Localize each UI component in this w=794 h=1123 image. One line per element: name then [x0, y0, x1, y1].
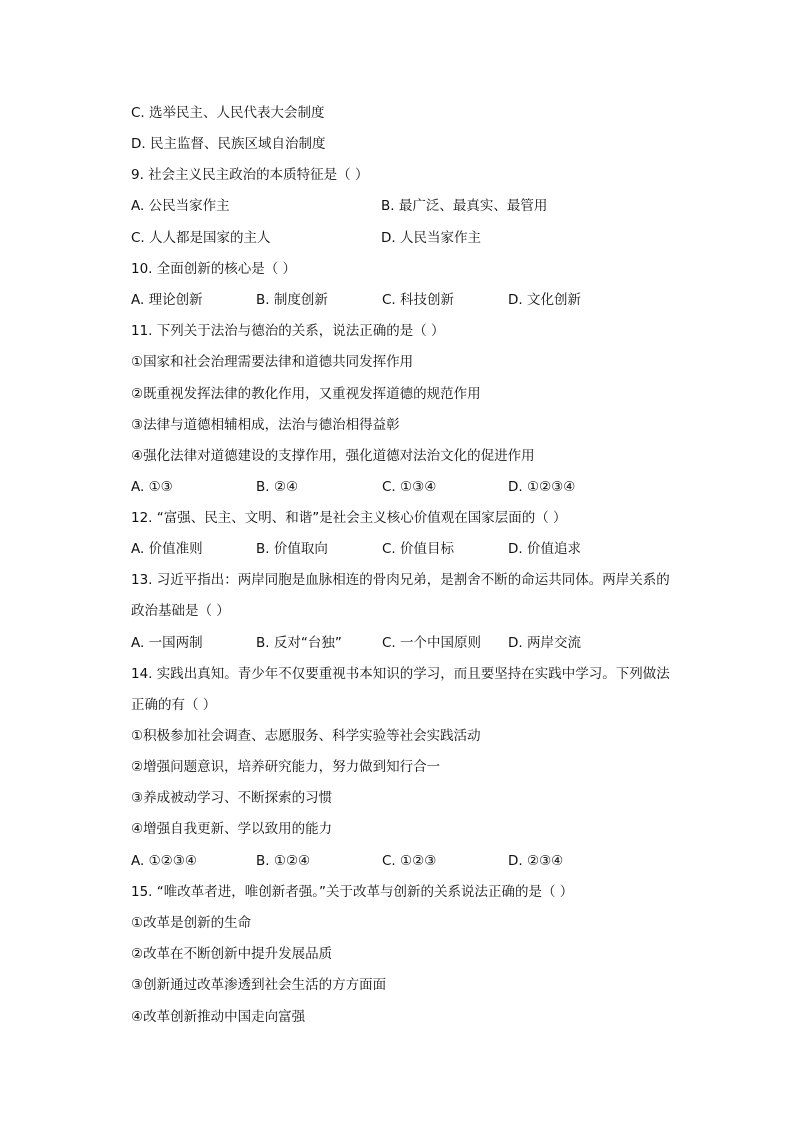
q13-stem-line-2: 政治基础是（ ）: [131, 603, 230, 619]
q12-option-b: B. 价值取向: [256, 541, 328, 557]
q9-option-a: A. 公民当家作主: [131, 198, 230, 214]
q14-statement-2: ②增强问题意识，培养研究能力，努力做到知行合一: [131, 759, 441, 775]
q11-option-a: A. ①③: [131, 479, 173, 495]
q9-stem: 9. 社会主义民主政治的本质特征是（ ）: [131, 167, 369, 183]
q13-option-b: B. 反对“台独”: [256, 635, 342, 651]
q11-stem: 11. 下列关于法治与德治的关系，说法正确的是（ ）: [131, 323, 445, 339]
q14-option-b: B. ①②④: [256, 853, 311, 869]
q14-statement-3: ③养成被动学习、不断探索的习惯: [131, 790, 333, 806]
q10-option-a: A. 理论创新: [131, 292, 203, 308]
q15-statement-4: ④改革创新推动中国走向富强: [131, 1009, 306, 1025]
q10-option-b: B. 制度创新: [256, 292, 328, 308]
q13-option-d: D. 两岸交流: [508, 635, 581, 651]
q10-option-d: D. 文化创新: [508, 292, 581, 308]
q11-statement-3: ③法律与道德相辅相成，法治与德治相得益彰: [131, 417, 400, 433]
q11-option-b: B. ②④: [256, 479, 299, 495]
q11-statement-1: ①国家和社会治理需要法律和道德共同发挥作用: [131, 354, 414, 370]
q15-statement-1: ①改革是创新的生命: [131, 915, 252, 931]
q11-statement-4: ④强化法律对道德建设的支撑作用，强化道德对法治文化的促进作用: [131, 448, 535, 464]
q13-option-a: A. 一国两制: [131, 635, 203, 651]
q9-option-b: B. 最广泛、最真实、最管用: [381, 198, 548, 214]
q15-statement-3: ③创新通过改革渗透到社会生活的方方面面: [131, 977, 387, 993]
q8-option-c: C. 选举民主、人民代表大会制度: [131, 105, 325, 121]
q14-statement-4: ④增强自我更新、学以致用的能力: [131, 821, 333, 837]
q14-statement-1: ①积极参加社会调查、志愿服务、科学实验等社会实践活动: [131, 728, 481, 744]
q11-statement-2: ②既重视发挥法律的教化作用，又重视发挥道德的规范作用: [131, 386, 481, 402]
q12-option-a: A. 价值准则: [131, 541, 203, 557]
q9-option-c: C. 人人都是国家的主人: [131, 230, 271, 246]
q14-option-c: C. ①②③: [382, 853, 437, 869]
q14-stem-line-2: 正确的有（ ）: [131, 697, 217, 713]
q13-stem-line-1: 13. 习近平指出：两岸同胞是血脉相连的骨肉兄弟，是割舍不断的命运共同体。两岸关系的: [131, 572, 670, 588]
q15-statement-2: ②改革在不断创新中提升发展品质: [131, 946, 333, 962]
q9-option-d: D. 人民当家作主: [381, 230, 481, 246]
q10-option-c: C. 科技创新: [382, 292, 455, 308]
q11-option-d: D. ①②③④: [508, 479, 576, 495]
q10-stem: 10. 全面创新的核心是（ ）: [131, 261, 297, 277]
q13-option-c: C. 一个中国原则: [382, 635, 482, 651]
q15-stem: 15. “唯改革者进，唯创新者强。”关于改革与创新的关系说法正确的是（ ）: [131, 884, 574, 900]
q14-stem-line-1: 14. 实践出真知。青少年不仅要重视书本知识的学习，而且要坚持在实践中学习。下列做法: [131, 666, 670, 682]
q8-option-d: D. 民主监督、民族区域自治制度: [131, 136, 326, 152]
q14-option-a: A. ①②③④: [131, 853, 197, 869]
q14-option-d: D. ②③④: [508, 853, 564, 869]
q11-option-c: C. ①③④: [382, 479, 437, 495]
q12-option-d: D. 价值追求: [508, 541, 581, 557]
q12-option-c: C. 价值目标: [382, 541, 455, 557]
q12-stem: 12. “富强、民主、文明、和谐”是社会主义核心价值观在国家层面的（ ）: [131, 510, 567, 526]
